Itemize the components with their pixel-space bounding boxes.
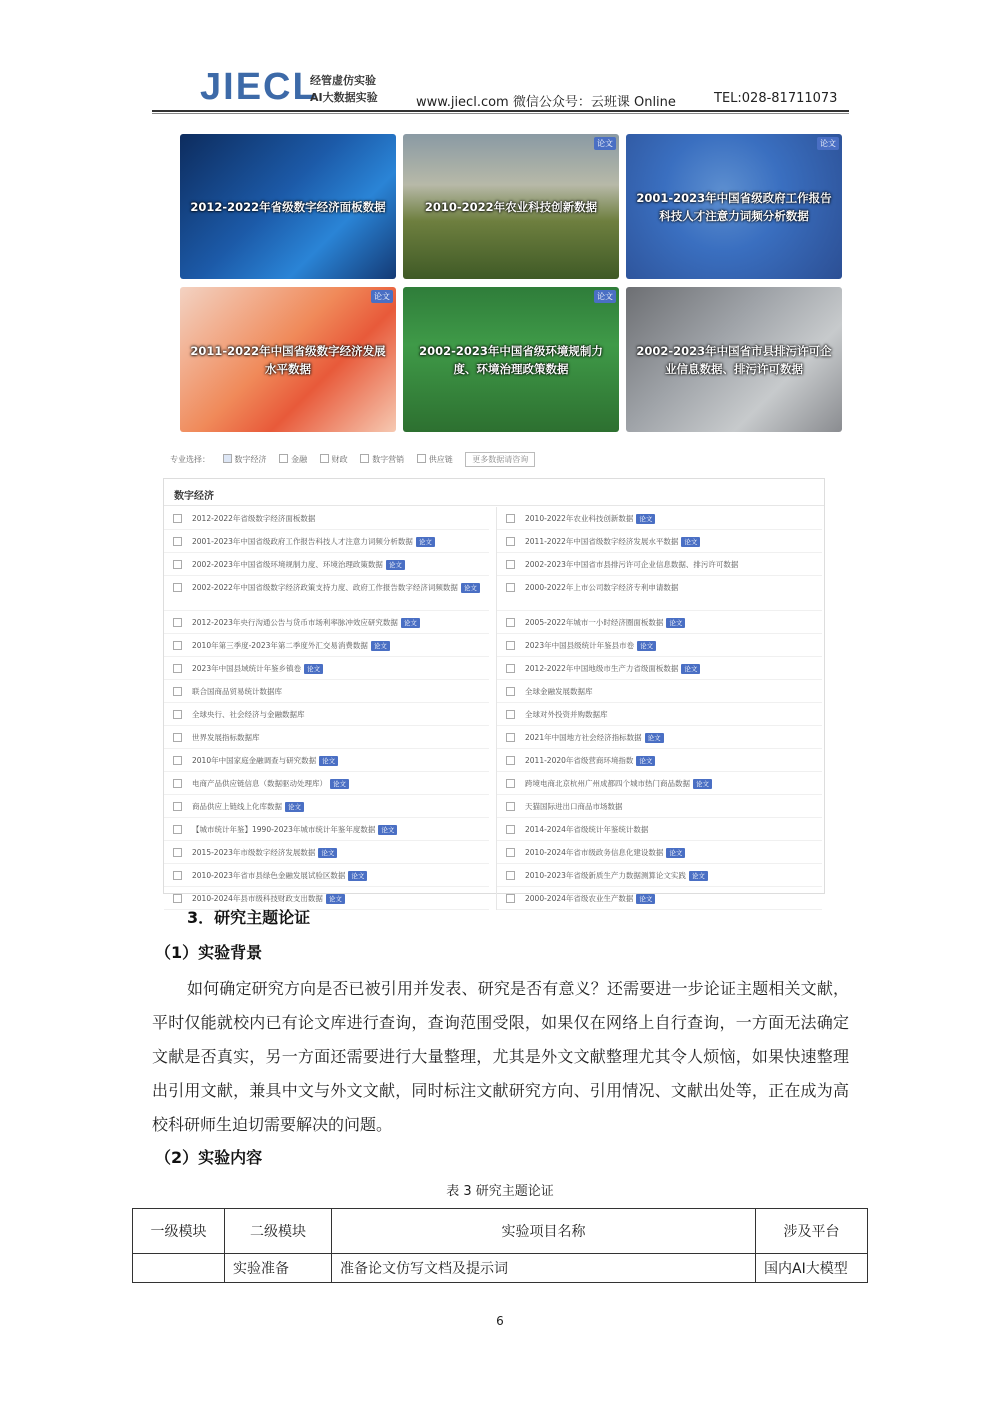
- item-checkbox[interactable]: [506, 848, 515, 857]
- tile-title: 2002-2023年中国省市县排污许可企业信息数据、排污许可数据: [636, 343, 832, 376]
- paper-tag: 论文: [348, 871, 367, 881]
- paper-tag: 论文: [319, 756, 338, 766]
- item-checkbox[interactable]: [173, 756, 182, 765]
- paper-tag: 论文: [326, 894, 345, 904]
- paper-tag: 论文: [645, 733, 664, 743]
- site-info: www.jiecl.com 微信公众号：云班课 Online: [416, 95, 676, 110]
- item-checkbox[interactable]: [173, 641, 182, 650]
- item-text: 2021年中国地方社会经济指标数据: [525, 733, 642, 742]
- tile-6[interactable]: [626, 287, 842, 432]
- list-item[interactable]: [497, 795, 822, 818]
- paper-tag: 论文: [318, 848, 337, 858]
- tile-2[interactable]: [403, 134, 619, 279]
- list-item[interactable]: [164, 841, 489, 864]
- item-text: 2010-2022年农业科技创新数据: [525, 514, 634, 523]
- filter-option-label: 金融: [291, 455, 308, 464]
- item-label: [192, 559, 485, 571]
- item-label: [192, 824, 485, 836]
- item-checkbox[interactable]: [506, 537, 515, 546]
- list-item[interactable]: [497, 887, 822, 910]
- item-text: 2005-2022年城市一小时经济圈面板数据: [525, 618, 664, 627]
- list-item[interactable]: [497, 772, 822, 795]
- item-checkbox[interactable]: [173, 560, 182, 569]
- list-item[interactable]: [497, 841, 822, 864]
- item-label: [192, 847, 485, 859]
- table-header-cell: 涉及平台: [756, 1209, 868, 1254]
- item-label: [192, 686, 485, 698]
- paper-tag: 论文: [401, 618, 420, 628]
- paper-tag: 论文: [594, 137, 616, 150]
- filter-option-label: 数字经济: [234, 455, 267, 464]
- paper-tag: 论文: [689, 871, 708, 881]
- item-text: 2011-2022年中国省级数字经济发展水平数据: [525, 537, 679, 546]
- paper-tag: 论文: [285, 802, 304, 812]
- list-item[interactable]: [164, 553, 489, 576]
- dataset-column-right: [496, 507, 822, 910]
- item-checkbox[interactable]: [173, 779, 182, 788]
- item-checkbox[interactable]: [506, 825, 515, 834]
- item-label: [525, 709, 818, 721]
- item-checkbox[interactable]: [173, 514, 182, 523]
- list-item[interactable]: [497, 611, 822, 634]
- header-rule: [152, 110, 849, 112]
- table-cell: [133, 1254, 225, 1283]
- paper-tag: 论文: [666, 848, 685, 858]
- list-item[interactable]: [164, 657, 489, 680]
- item-label: [192, 617, 485, 629]
- filter-option-fiscal[interactable]: [320, 455, 348, 464]
- item-checkbox[interactable]: [173, 710, 182, 719]
- item-checkbox[interactable]: [506, 560, 515, 569]
- filter-label: 专业选择：: [170, 455, 210, 464]
- table-header-cell: 二级模块: [225, 1209, 332, 1254]
- item-checkbox[interactable]: [173, 583, 182, 592]
- paper-tag: 论文: [304, 664, 323, 674]
- item-checkbox[interactable]: [173, 871, 182, 880]
- item-label: [192, 801, 485, 813]
- item-label: [192, 732, 485, 744]
- list-item[interactable]: [497, 507, 822, 530]
- item-label: [525, 755, 818, 767]
- item-label: [525, 870, 818, 882]
- tile-title: 2011-2022年中国省级数字经济发展水平数据: [190, 343, 386, 376]
- list-item[interactable]: [497, 749, 822, 772]
- more-data-button[interactable]: 更多数据请咨询: [465, 452, 535, 467]
- paper-tag: 论文: [817, 137, 839, 150]
- list-item[interactable]: [164, 703, 489, 726]
- item-text: 2012-2022年中国地级市生产力省级面板数据: [525, 664, 679, 673]
- item-label: [525, 663, 818, 675]
- item-label: [525, 824, 818, 836]
- item-text: 2014-2024年省级统计年鉴统计数据: [525, 825, 649, 834]
- item-text: 2023年中国县域统计年鉴乡镇卷: [192, 664, 302, 673]
- tile-title: 2001-2023年中国省级政府工作报告科技人才注意力词频分析数据: [636, 190, 832, 223]
- list-item[interactable]: [497, 657, 822, 680]
- filter-option-supply-chain[interactable]: [417, 455, 453, 464]
- list-item[interactable]: [164, 772, 489, 795]
- item-label: [525, 513, 818, 525]
- table-cell: 实验准备: [225, 1254, 332, 1283]
- filter-option-digital-economy[interactable]: [223, 455, 267, 464]
- item-label: [192, 513, 485, 525]
- item-checkbox[interactable]: [173, 733, 182, 742]
- item-label: [525, 801, 818, 813]
- item-text: 全球金融发展数据库: [525, 687, 593, 696]
- tile-5[interactable]: [403, 287, 619, 432]
- paper-tag: 论文: [386, 560, 405, 570]
- list-item[interactable]: [164, 726, 489, 749]
- paper-tag: 论文: [378, 825, 397, 835]
- item-text: 2000-2022年上市公司数字经济专利申请数据: [525, 583, 679, 592]
- item-text: 2002-2022年中国省级数字经济政策支持力度、政府工作报告数字经济词频数据: [192, 583, 458, 592]
- list-item[interactable]: [497, 553, 822, 576]
- item-text: 2012-2022年省级数字经济面板数据: [192, 514, 316, 523]
- item-text: 2002-2023年中国省级环境规制力度、环境治理政策数据: [192, 560, 383, 569]
- logo-subtitle: [310, 72, 378, 106]
- item-checkbox[interactable]: [506, 514, 515, 523]
- list-item[interactable]: [164, 680, 489, 703]
- logo-line-2: AI大数据实验: [310, 91, 378, 104]
- item-text: 电商产品供应链信息（数据驱动处理库）: [192, 779, 327, 788]
- paper-tag: 论文: [693, 779, 712, 789]
- list-item[interactable]: [497, 634, 822, 657]
- item-checkbox[interactable]: [173, 664, 182, 673]
- item-text: 天猫国际进出口商品市场数据: [525, 802, 623, 811]
- item-label: [525, 640, 818, 652]
- list-item[interactable]: [164, 818, 489, 841]
- item-label: [192, 709, 485, 721]
- table-cell: 准备论文仿写文档及提示词: [332, 1254, 756, 1283]
- item-checkbox[interactable]: [506, 710, 515, 719]
- paper-tag: 论文: [637, 641, 656, 651]
- item-checkbox[interactable]: [506, 756, 515, 765]
- item-text: 2010-2024年县市级科技财政支出数据: [192, 894, 323, 903]
- research-topic-table: [132, 1208, 868, 1283]
- paper-tag: 论文: [666, 618, 685, 628]
- list-item[interactable]: [164, 530, 489, 553]
- filter-option-label: 财政: [331, 455, 348, 464]
- list-item[interactable]: [497, 680, 822, 703]
- item-label: [525, 536, 818, 548]
- item-label: [525, 617, 818, 629]
- list-item[interactable]: [497, 818, 822, 841]
- item-label: [192, 640, 485, 652]
- item-checkbox[interactable]: [173, 802, 182, 811]
- tile-title: 2010-2022年农业科技创新数据: [424, 199, 598, 214]
- item-checkbox[interactable]: [506, 641, 515, 650]
- dataset-list-panel: [163, 478, 825, 903]
- tile-title: 2002-2023年中国省级环境规制力度、环境治理政策数据: [419, 343, 603, 376]
- item-checkbox[interactable]: [506, 894, 515, 903]
- list-item[interactable]: [497, 864, 822, 887]
- table-header-cell: 一级模块: [133, 1209, 225, 1254]
- item-checkbox[interactable]: [173, 687, 182, 696]
- paper-tag: 论文: [681, 664, 700, 674]
- item-text: 【城市统计年鉴】1990-2023年城市统计年鉴年度数据: [192, 825, 376, 834]
- item-checkbox[interactable]: [506, 871, 515, 880]
- table-cell: 国内AI大模型: [756, 1254, 868, 1283]
- item-text: 2011-2020年省级营商环境指数: [525, 756, 634, 765]
- tile-3[interactable]: [626, 134, 842, 279]
- paper-tag: 论文: [416, 537, 435, 547]
- item-label: [525, 847, 818, 859]
- telephone: TEL:028-81711073: [714, 91, 838, 106]
- filter-option-finance[interactable]: [279, 455, 307, 464]
- item-text: 2010年中国家庭金融调查与研究数据: [192, 756, 317, 765]
- item-text: 2023年中国县级统计年鉴县市卷: [525, 641, 635, 650]
- list-item[interactable]: [497, 576, 822, 611]
- item-checkbox[interactable]: [173, 825, 182, 834]
- item-label: [525, 732, 818, 744]
- item-text: 2010-2023年省市县绿色金融发展试验区数据: [192, 871, 346, 880]
- item-text: 2010年第三季度-2023年第二季度外汇交易消费数据: [192, 641, 368, 650]
- subheading-background: （1）实验背景: [155, 943, 263, 962]
- list-item[interactable]: [164, 611, 489, 634]
- table-header-cell: 实验项目名称: [332, 1209, 756, 1254]
- item-checkbox[interactable]: [506, 779, 515, 788]
- item-checkbox[interactable]: [506, 583, 515, 592]
- paper-tag: 论文: [330, 779, 349, 789]
- logo-line-1: 经管虚仿实验: [310, 74, 376, 87]
- subheading-content: （2）实验内容: [155, 1148, 263, 1167]
- section-heading: 3．研究主题论证: [187, 908, 311, 927]
- list-item[interactable]: [164, 576, 489, 611]
- table-caption: 表 3 研究主题论证: [446, 1184, 554, 1199]
- item-label: [525, 778, 818, 790]
- paper-tag: 论文: [371, 290, 393, 303]
- list-item[interactable]: [164, 795, 489, 818]
- item-text: 2002-2023年中国省市县排污许可企业信息数据、排污许可数据: [525, 560, 739, 569]
- paper-tag: 论文: [371, 641, 390, 651]
- list-item[interactable]: [497, 703, 822, 726]
- background-paragraph: 如何确定研究方向是否已被引用并发表、研究是否有意义？还需要进一步论证主题相关文献，平时仅能就校内已有论文库进行查询，查询范围受限，如果仅在网络上自行查询，一方面无法确定文献是否真实，另一方面还需要进行大量整理，尤其是外文文献整理尤其令人烦恼，如果快速整理出引用文献，兼具中文与外文文献，同时标注文献研究方向、引用情况、文献出处等，正在成为高校科研师生迫切需要解决的问题。: [152, 979, 849, 1134]
- item-label: [192, 582, 485, 594]
- list-item[interactable]: [164, 634, 489, 657]
- table-row: [133, 1254, 868, 1283]
- tile-4[interactable]: [180, 287, 396, 432]
- filter-option-marketing[interactable]: [360, 455, 404, 464]
- list-item[interactable]: [164, 749, 489, 772]
- item-checkbox[interactable]: [506, 618, 515, 627]
- page-number: 6: [496, 1314, 504, 1328]
- item-checkbox[interactable]: [506, 664, 515, 673]
- item-checkbox[interactable]: [173, 848, 182, 857]
- item-label: [192, 755, 485, 767]
- item-text: 2010-2024年省市级政务信息化建设数据: [525, 848, 664, 857]
- paper-tag: 论文: [681, 537, 700, 547]
- item-text: 商品供应上链线上化库数据: [192, 802, 282, 811]
- item-text: 2015-2023年市级数字经济发展数据: [192, 848, 316, 857]
- item-text: 跨境电商北京杭州广州成都四个城市热门商品数据: [525, 779, 690, 788]
- item-text: 世界发展指标数据库: [192, 733, 260, 742]
- item-checkbox[interactable]: [506, 687, 515, 696]
- list-item[interactable]: [497, 530, 822, 553]
- item-checkbox[interactable]: [173, 618, 182, 627]
- item-checkbox[interactable]: [173, 894, 182, 903]
- tile-title: 2012-2022年省级数字经济面板数据: [190, 199, 386, 214]
- list-item[interactable]: [497, 726, 822, 749]
- header-rule-thin: [152, 113, 849, 114]
- item-label: [525, 893, 818, 905]
- item-label: [525, 582, 818, 594]
- panel-title: 数字经济: [174, 491, 214, 502]
- item-text: 全球对外投资并购数据库: [525, 710, 608, 719]
- item-checkbox[interactable]: [506, 802, 515, 811]
- item-checkbox[interactable]: [173, 537, 182, 546]
- item-text: 全球央行、社会经济与金融数据库: [192, 710, 305, 719]
- item-text: 联合国商品贸易统计数据库: [192, 687, 282, 696]
- dataset-column-left: [164, 507, 489, 910]
- item-text: 2010-2023年省级新质生产力数据测算论文实践: [525, 871, 686, 880]
- logo: JIECL: [200, 66, 318, 108]
- tile-1[interactable]: [180, 134, 396, 279]
- item-label: [192, 870, 485, 882]
- list-item[interactable]: [164, 864, 489, 887]
- paper-tag: 论文: [636, 894, 655, 904]
- filter-option-label: 供应链: [428, 455, 453, 464]
- item-text: 2000-2024年省级农业生产数据: [525, 894, 634, 903]
- item-checkbox[interactable]: [506, 733, 515, 742]
- major-filter: [170, 452, 545, 467]
- item-label: [525, 686, 818, 698]
- item-label: [525, 559, 818, 571]
- filter-option-label: 数字营销: [372, 455, 405, 464]
- panel-divider: [164, 505, 824, 506]
- item-text: 2012-2023年央行沟通公告与货币市场利率脉冲效应研究数据: [192, 618, 398, 627]
- item-text: 2001-2023年中国省级政府工作报告科技人才注意力词频分析数据: [192, 537, 413, 546]
- paper-tag: 论文: [636, 514, 655, 524]
- table-header-row: [133, 1209, 868, 1254]
- paper-tag: 论文: [461, 583, 480, 593]
- item-label: [192, 893, 485, 905]
- item-label: [192, 536, 485, 548]
- item-label: [192, 778, 485, 790]
- paper-tag: 论文: [594, 290, 616, 303]
- paper-tag: 论文: [636, 756, 655, 766]
- list-item[interactable]: [164, 507, 489, 530]
- item-label: [192, 663, 485, 675]
